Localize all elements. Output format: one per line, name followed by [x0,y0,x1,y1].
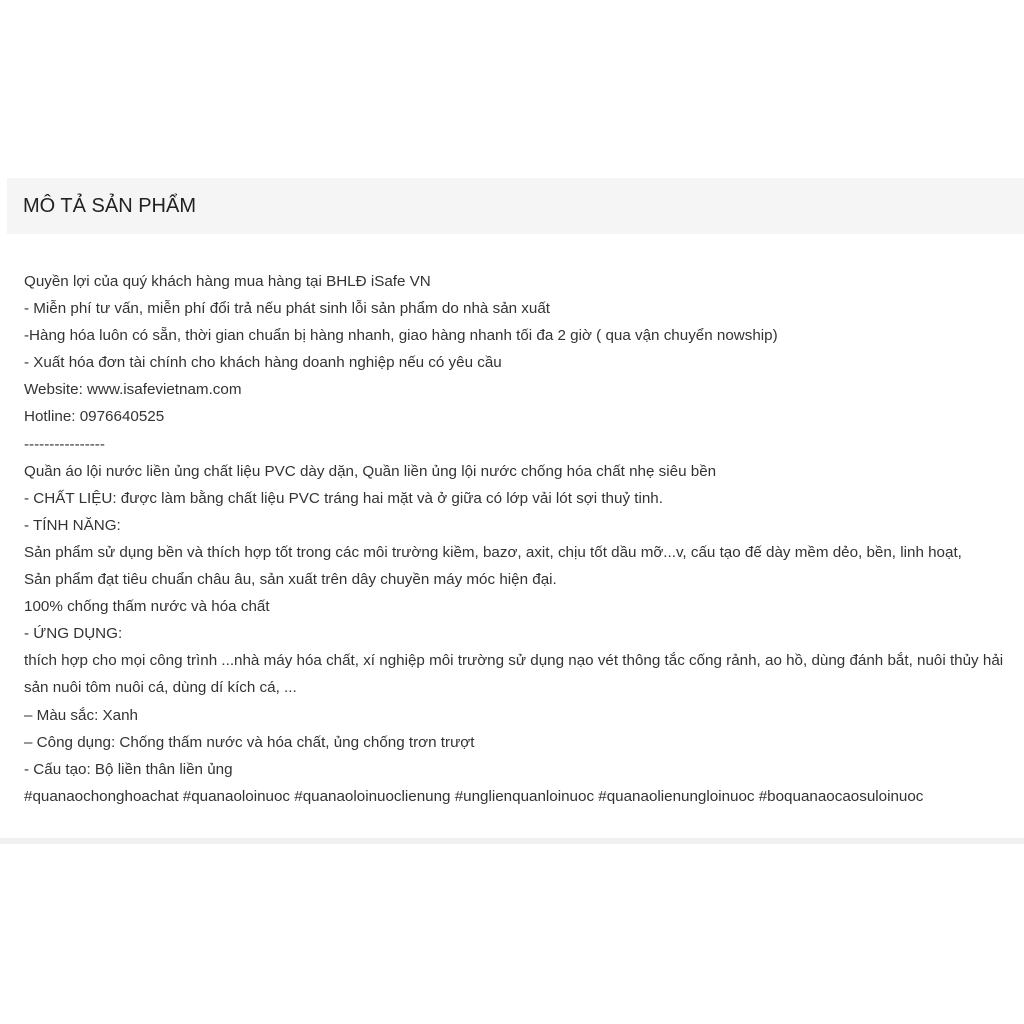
description-line-waterproof: 100% chống thấm nước và hóa chất [24,598,270,616]
description-line-color: – Màu sắc: Xanh [24,706,138,724]
description-line-applications-detail: thích hợp cho mọi công trình ...nhà máy hóa chất, xí nghiệp môi trường sử dụng nạo vét thông tắc cống rảnh, ao hồ, dùng đánh bắt, nuôi thủy hải sản nuôi tôm nuôi cá, dùng dí kích cá, ... [24,652,1004,697]
description-line-hashtags: #quanaochonghoachat #quanaoloinuoc #quanaoloinuoclienung #unglienquanloinuoc #quanaolienungloinuoc #boquanaocaosuloinuoc [24,787,924,805]
description-line-stock-delivery: -Hàng hóa luôn có sẵn, thời gian chuẩn bị hàng nhanh, giao hàng nhanh tối đa 2 giờ ( qua vận chuyển nowship) [24,327,778,345]
description-line-website: Website: www.isafevietnam.com [24,381,242,399]
description-line-benefits-heading: Quyền lợi của quý khách hàng mua hàng tại BHLĐ iSafe VN [24,273,431,290]
description-line-structure: - Cấu tạo: Bộ liền thân liền ủng [24,760,233,778]
description-line-product-name: Quần áo lội nước liền ủng chất liệu PVC dày dặn, Quần liền ủng lội nước chống hóa chất nhẹ siêu bền [24,462,717,480]
description-separator: ---------------- [24,435,105,453]
description-line-features-detail: Sản phẩm sử dụng bền và thích hợp tốt trong các môi trường kiềm, bazơ, axit, chịu tốt dầu mỡ...v, cấu tạo đế dày mềm dẻo, bền, linh hoạt, [24,543,962,561]
description-line-material: - CHẤT LIỆU: được làm bằng chất liệu PVC tráng hai mặt và ở giữa có lớp vải lót sợi thuỷ tinh. [24,489,663,507]
bottom-divider [0,838,1024,844]
description-line-applications-heading: - ỨNG DỤNG: [24,625,123,643]
description-line-features-heading: - TÍNH NĂNG: [24,516,121,534]
description-line-hotline: Hotline: 0976640525 [24,408,165,426]
section-title: MÔ TẢ SẢN PHẨM [23,195,196,217]
description-line-standard: Sản phẩm đạt tiêu chuẩn châu âu, sản xuất trên dây chuyền máy móc hiện đại. [24,571,557,589]
product-description [24,268,1020,810]
section-header [7,178,1024,234]
description-line-invoice: - Xuất hóa đơn tài chính cho khách hàng doanh nghiệp nếu có yêu cầu [24,354,502,372]
description-line-free-consult: - Miễn phí tư vấn, miễn phí đổi trả nếu phát sinh lỗi sản phẩm do nhà sản xuất [24,300,551,318]
description-line-usage: – Công dụng: Chống thấm nước và hóa chất, ủng chống trơn trượt [24,733,475,751]
product-description-card [0,178,1024,842]
